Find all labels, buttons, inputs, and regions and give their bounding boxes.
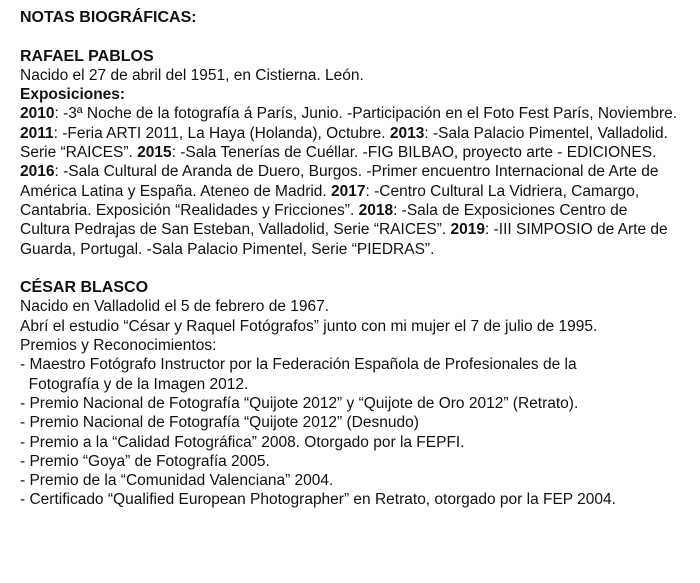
exhibition-text: : -Sala Palacio Pimentel, Valladolid. Serie “RAICES”. (20, 124, 668, 162)
exhibition-text: : -Sala Tenerías de Cuéllar. -FIG BILBAO, proyecto arte - EDICIONES. (171, 144, 657, 162)
cesar-line: Nacido en Valladolid el 5 de febrero de 1967. (20, 298, 330, 316)
exhibition-year: 2015 (137, 144, 172, 162)
exhibition-text: : -III SIMPOSIO de Arte de Guarda, Portugal. -Sala Palacio Pimentel, Serie “PIEDRAS”. (20, 221, 668, 258)
exhibition-year: 2010 (20, 105, 55, 123)
person-name-cesar: CÉSAR BLASCO (20, 279, 149, 297)
exhibition-year: 2017 (331, 182, 366, 200)
exhibition-year: 2013 (389, 124, 425, 142)
exhibition-year: 2019 (450, 221, 485, 239)
award-item-continuation: Fotografía y de la Imagen 2012. (20, 375, 249, 393)
person-name-rafael: RAFAEL PABLOS (20, 47, 154, 65)
rafael-birth: Nacido el 27 de abril del 1951, en Cistierna. León. (20, 66, 364, 84)
exhibitions-label: Exposiciones: (20, 86, 126, 104)
exhibition-text: : -Sala de Exposiciones Centro de Cultura Pedrajas de San Esteban, Valladolid, Serie “RAICES”. (20, 201, 628, 239)
exhibition-year: 2018 (358, 201, 394, 219)
award-item: - Premio de la “Comunidad Valenciana” 2004. (20, 472, 334, 490)
exhibition-text: : -Sala Cultural de Aranda de Duero, Burgos. -Primer encuentro Internacional de Arte de América Latina y España. Ateneo de Madrid. (20, 163, 659, 200)
biography-document (20, 8, 690, 510)
award-item: - Premio “Goya” de Fotografía 2005. (20, 452, 270, 470)
exhibition-text: : -Centro Cultural La Vidriera, Camargo, Cantabria. Exposición “Realidades y Fricciones”. (20, 182, 640, 219)
exhibitions-paragraph (20, 104, 680, 258)
awards-label: Premios y Reconocimientos: (20, 337, 217, 355)
award-item: - Maestro Fotógrafo Instructor por la Federación Española de Profesionales de la (20, 356, 577, 374)
exhibition-year: 2011 (20, 124, 54, 142)
award-item: - Premio a la “Calidad Fotográfica” 2008. Otorgado por la FEPFI. (20, 433, 465, 451)
exhibition-text: : -Feria ARTI 2011, La Haya (Holanda), Octubre. (53, 124, 390, 142)
page-title: NOTAS BIOGRÁFICAS: (20, 9, 197, 26)
section-gap (20, 259, 690, 278)
award-item: - Premio Nacional de Fotografía “Quijote 2012” (Desnudo) (20, 414, 419, 432)
award-item: - Premio Nacional de Fotografía “Quijote 2012” y “Quijote de Oro 2012” (Retrato). (20, 394, 579, 412)
exhibition-text: : -3ª Noche de la fotografía á París, Junio. -Participación en el Foto Fest París, Noviembre. (54, 105, 678, 123)
award-item: - Certificado “Qualified European Photographer” en Retrato, otorgado por la FEP 2004. (20, 491, 616, 509)
exhibition-year: 2016 (20, 163, 55, 181)
cesar-line: Abrí el estudio “César y Raquel Fotógrafos” junto con mi mujer el 7 de julio de 1995. (20, 317, 598, 335)
